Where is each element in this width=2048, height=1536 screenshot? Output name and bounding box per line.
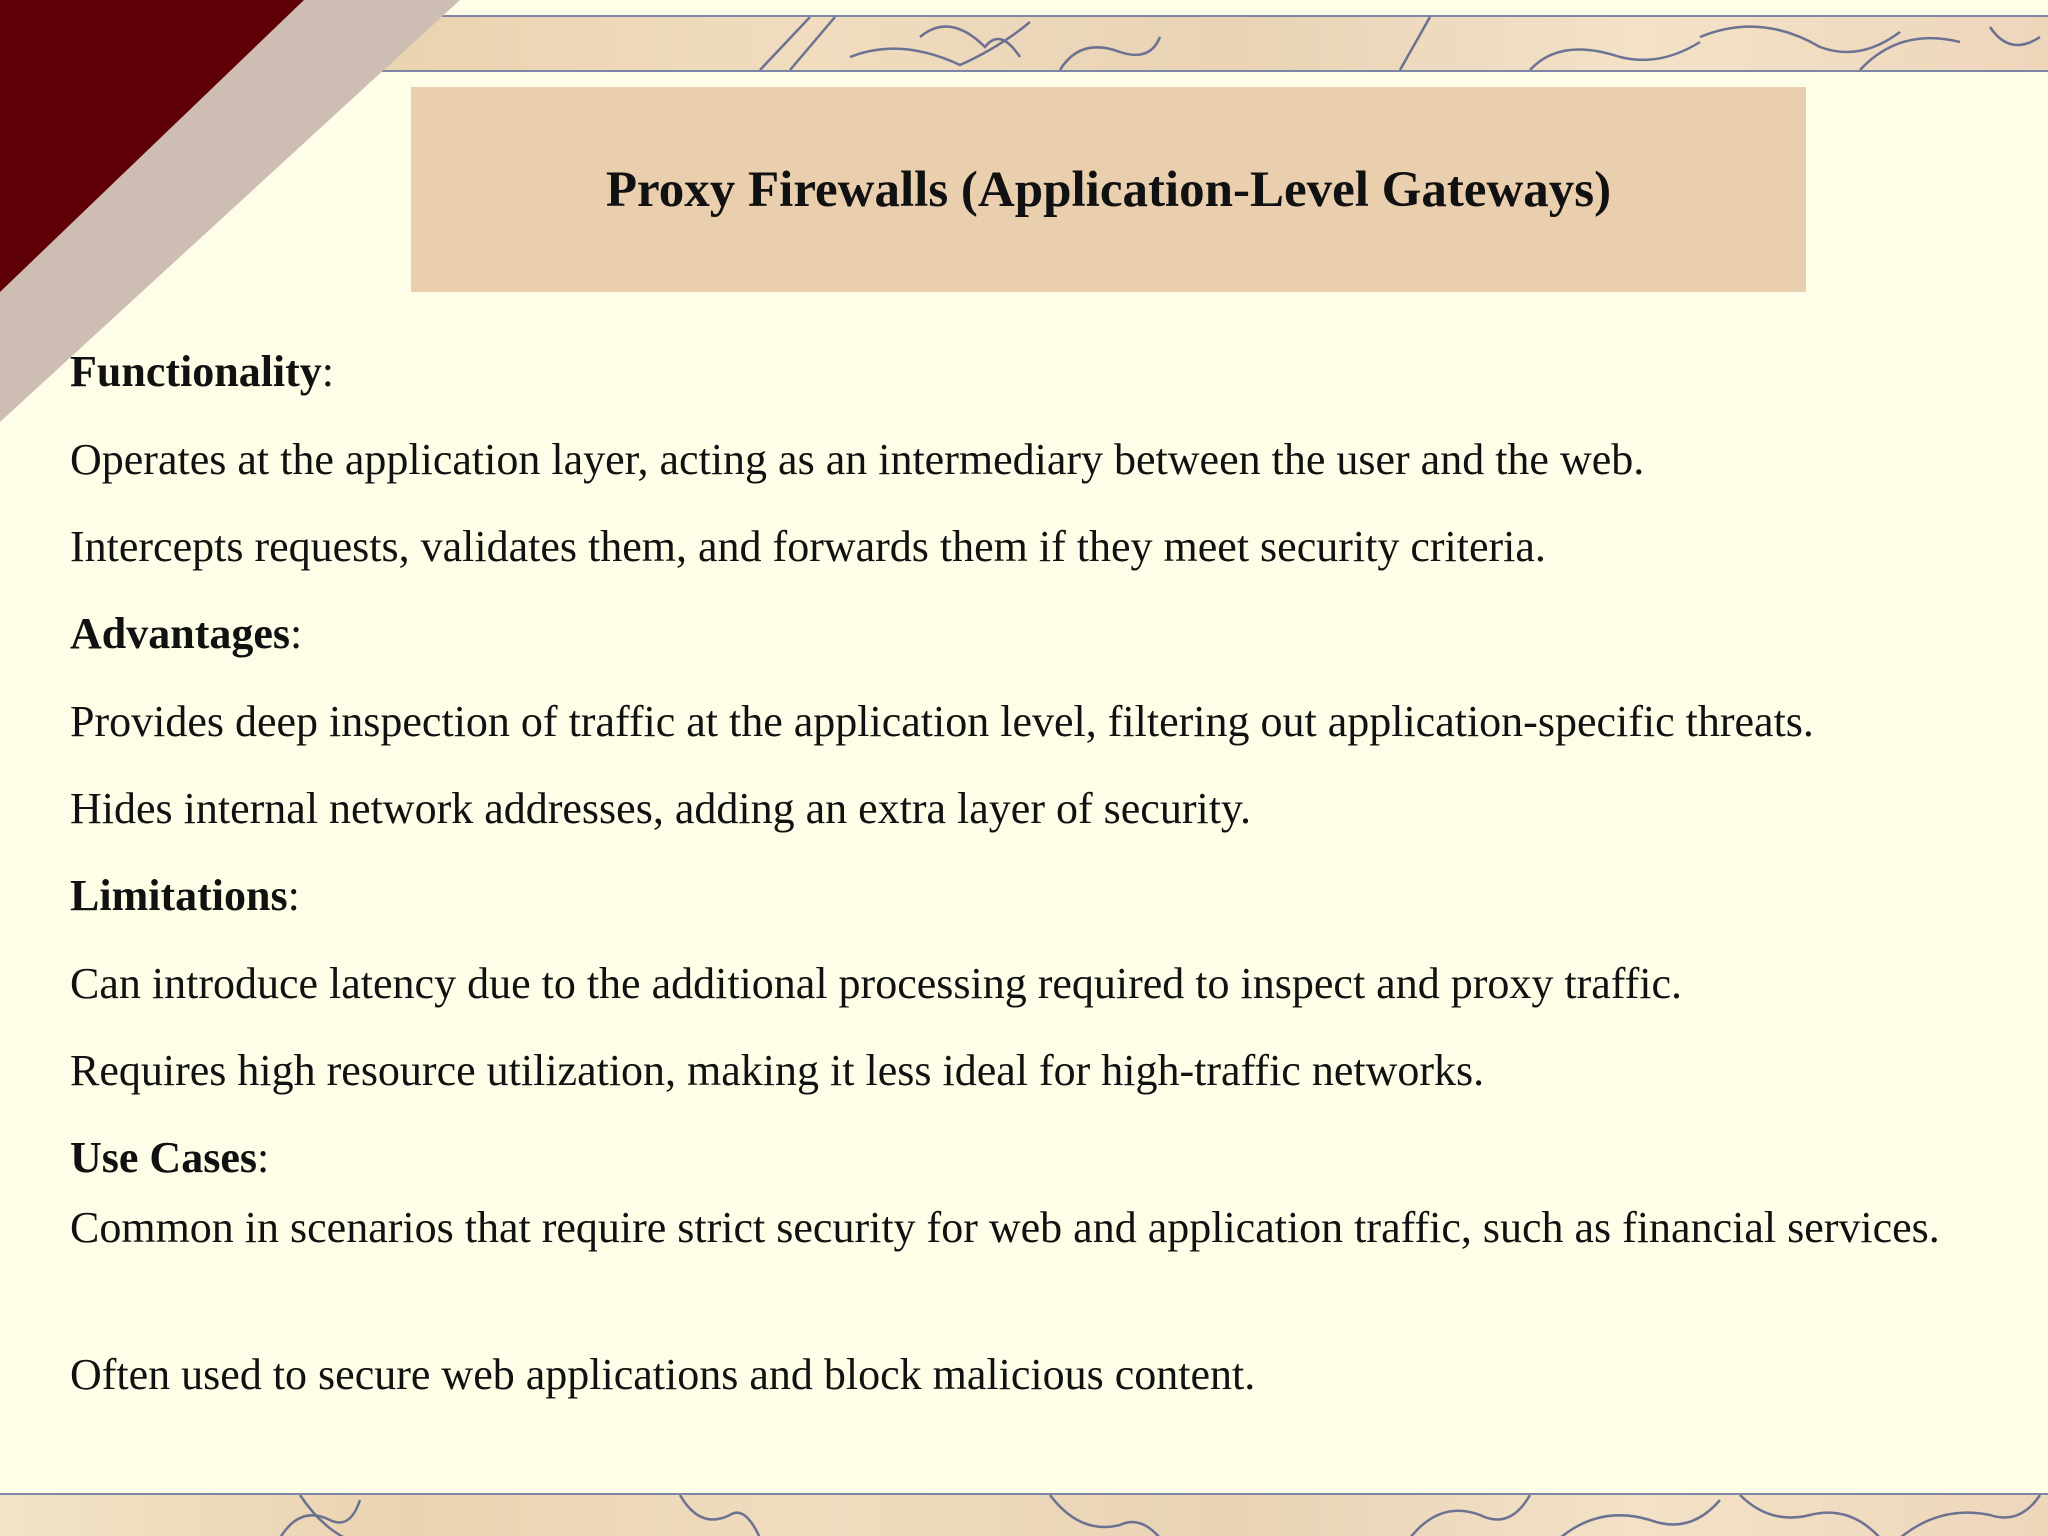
heading-colon: :: [256, 1133, 270, 1182]
limitations-point-2: Requires high resource utilization, making it less ideal for high-traffic networks.: [70, 1046, 1485, 1095]
use-cases-point-2: Often used to secure web applications and block malicious content.: [70, 1350, 1256, 1399]
title-box: [411, 87, 1806, 292]
functionality-point-1: Operates at the application layer, acting as an intermediary between the user and the web.: [70, 435, 1645, 484]
bottom-floral-band: [0, 1493, 2048, 1536]
advantages-point-2: Hides internal network addresses, adding an extra layer of security.: [70, 784, 1252, 833]
functionality-point-2: Intercepts requests, validates them, and forwards them if they meet security criteria.: [70, 522, 1546, 571]
advantages-point-1: Provides deep inspection of traffic at the application level, filtering out application-specific threats.: [70, 697, 1814, 746]
advantages-heading: [70, 605, 302, 662]
use-cases-heading-text: Use Cases: [70, 1133, 257, 1182]
use-cases-heading: [70, 1129, 269, 1186]
use-cases-point-1: Common in scenarios that require strict security for web and application traffic, such as financial services.: [70, 1203, 1940, 1252]
heading-colon: :: [321, 347, 335, 396]
limitations-point-1: Can introduce latency due to the additional processing required to inspect and proxy traffic.: [70, 959, 1683, 1008]
floral-pattern-bottom: [0, 1495, 2048, 1536]
advantages-heading-text: Advantages: [70, 609, 291, 658]
slide-title: Proxy Firewalls (Application-Level Gateways): [605, 161, 1612, 218]
functionality-heading: [70, 343, 334, 400]
heading-colon: :: [287, 871, 300, 920]
limitations-heading: [70, 867, 300, 924]
functionality-heading-text: Functionality: [70, 347, 322, 396]
limitations-heading-text: Limitations: [70, 871, 288, 920]
heading-colon: :: [290, 609, 303, 658]
